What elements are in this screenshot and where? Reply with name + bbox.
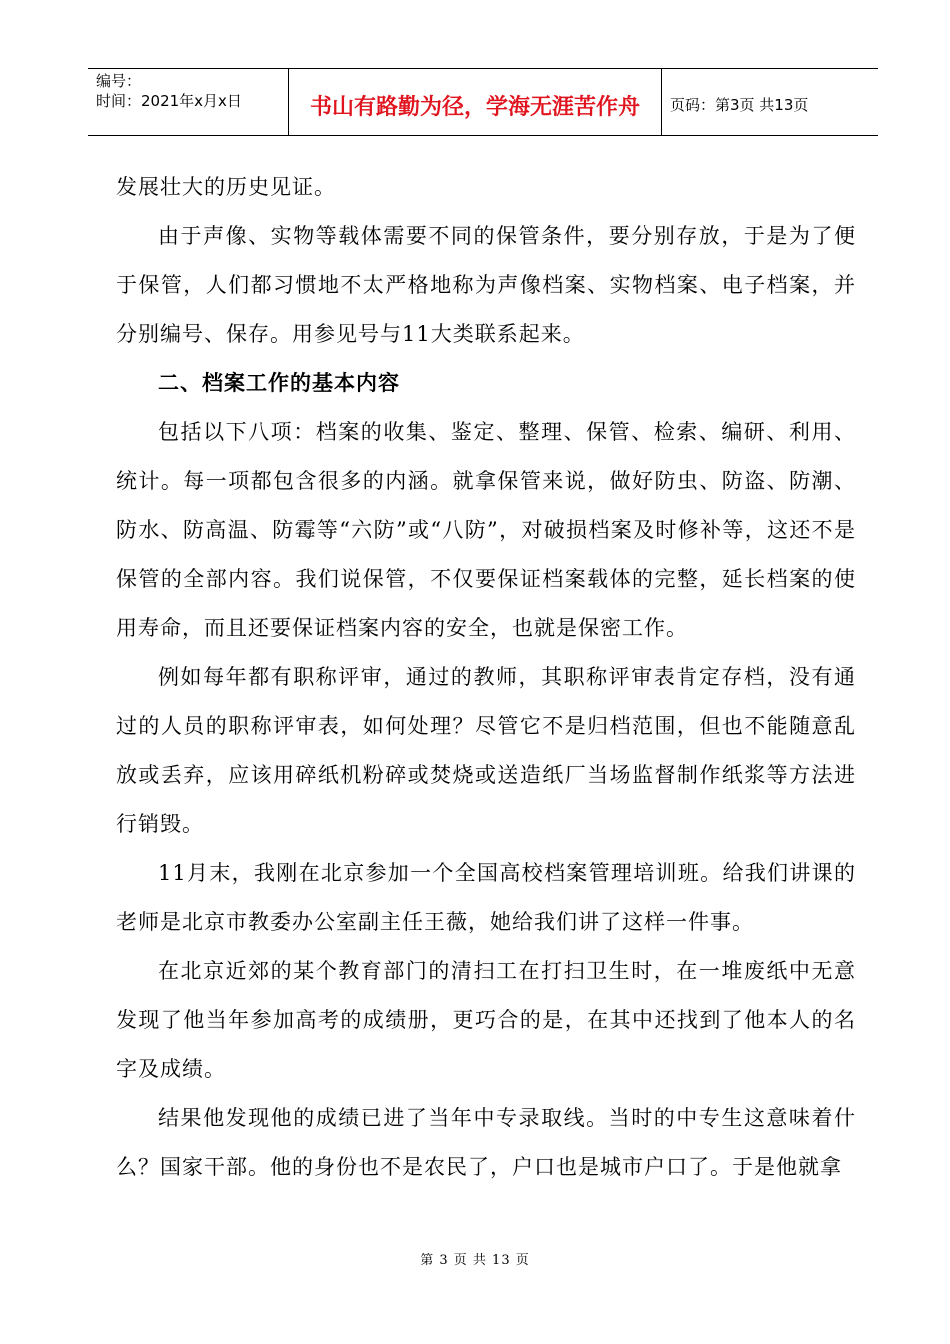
section-heading: 二、档案工作的基本内容 (158, 371, 400, 395)
paragraph: 11月末，我刚在北京参加一个全国高校档案管理培训班。给我们讲课的老师是北京市教委办公室副主任王薇，她给我们讲了这样一件事。 (116, 861, 856, 934)
paragraph: 在北京近郊的某个教育部门的清扫工在打扫卫生时，在一堆废纸中无意发现了他当年参加高考的成绩册，更巧合的是，在其中还找到了他本人的名字及成绩。 (116, 959, 856, 1081)
time-label: 时间：2021年x月x日 (96, 92, 242, 110)
paragraph: 例如每年都有职称评审，通过的教师，其职称评审表肯定存档，没有通过的人员的职称评审表，如何处理？尽管它不是归档范围，但也不能随意乱放或丢弃，应该用碎纸机粉碎或焚烧或送造纸厂当场监督制作纸浆等方法进行销毁。 (116, 665, 856, 836)
paragraph: 结果他发现他的成绩已进了当年中专录取线。当时的中专生这意味着什么？国家干部。他的身份也不是农民了，户口也是城市户口了。于是他就拿 (116, 1106, 856, 1179)
number-label: 编号： (96, 72, 142, 90)
document-body (116, 163, 856, 1192)
paragraph-continuation: 发展壮大的历史见证。 (116, 175, 336, 199)
header-page-info: 页码：第3页 共13页 (670, 95, 809, 114)
header-motto: 书山有路勤为径，学海无涯苦作舟 (288, 69, 662, 135)
paragraph: 包括以下八项：档案的收集、鉴定、整理、保管、检索、编研、利用、统计。每一项都包含很多的内涵。就拿保管来说，做好防虫、防盗、防潮、防水、防高温、防霉等“六防”或“八防”，对破损档案及时修补等，这还不是保管的全部内容。我们说保管，不仅要保证档案载体的完整，延长档案的使用寿命，而且还要保证档案内容的安全，也就是保密工作。 (116, 420, 856, 640)
page-footer: 第 3 页 共 13 页 (420, 1253, 530, 1268)
paragraph: 由于声像、实物等载体需要不同的保管条件，要分别存放，于是为了便于保管，人们都习惯地不太严格地称为声像档案、实物档案、电子档案，并分别编号、保存。用参见号与11大类联系起来。 (116, 224, 856, 346)
page-header (88, 68, 878, 136)
header-meta (88, 69, 288, 135)
